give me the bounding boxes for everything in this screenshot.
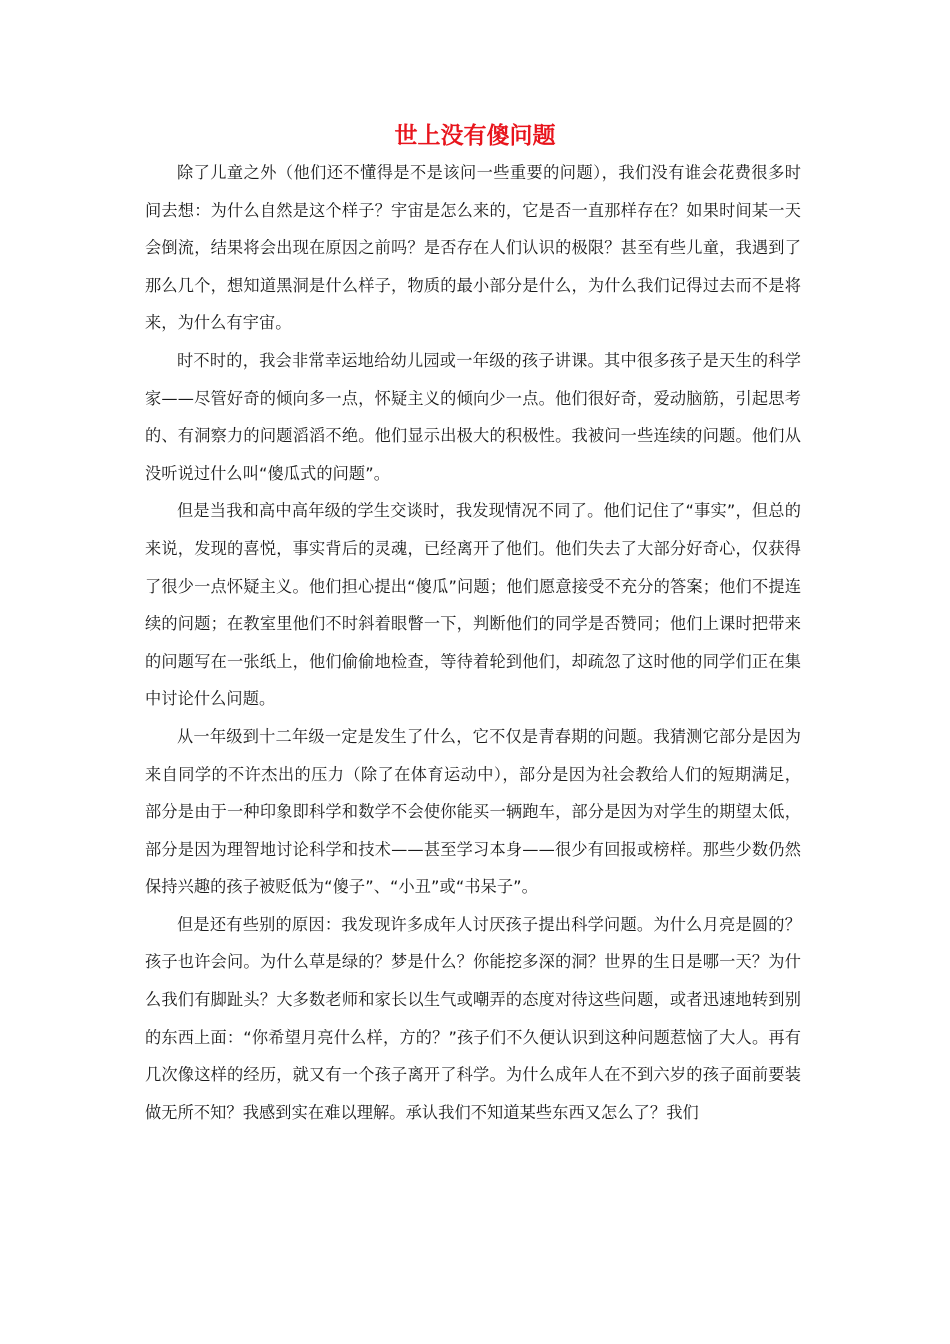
document-title: 世上没有傻问题: [394, 123, 556, 149]
paragraph-3: 但是当我和高中高年级的学生交谈时，我发现情况不同了。他们记住了“事实”，但总的来说，发现的喜悦，事实背后的灵魂，已经离开了他们。他们失去了大部分好奇心，仅获得了很少一点怀疑主义。他们担心提出“傻瓜”问题；他们愿意接受不充分的答案；他们不提连续的问题；在教室里他们不时斜着眼瞥一下，判断他们的同学是否赞同；他们上课时把带来的问题写在一张纸上，他们偷偷地检查，等待着轮到他们，却疏忽了这时他的同学们正在集中讨论什么问题。: [145, 501, 801, 709]
paragraph-2: 时不时的，我会非常幸运地给幼儿园或一年级的孩子讲课。其中很多孩子是天生的科学家——尽管好奇的倾向多一点，怀疑主义的倾向少一点。他们很好奇，爱动脑筋，引起思考的、有洞察力的问题滔滔不绝。他们显示出极大的积极性。我被问一些连续的问题。他们从没听说过什么叫“傻瓜式的问题”。: [145, 350, 801, 483]
paragraph-4: 从一年级到十二年级一定是发生了什么，它不仅是青春期的问题。我猜测它部分是因为来自同学的不许杰出的压力（除了在体育运动中），部分是因为社会教给人们的短期满足，部分是由于一种印象即科学和数学不会使你能买一辆跑车，部分是因为对学生的期望太低，部分是因为理智地讨论科学和技术——甚至学习本身——很少有回报或榜样。那些少数仍然保持兴趣的孩子被贬低为“傻子”、“小丑”或“书呆子”。: [145, 726, 801, 897]
paragraph-1: 除了儿童之外（他们还不懂得是不是该问一些重要的问题），我们没有谁会花费很多时间去想：为什么自然是这个样子？宇宙是怎么来的，它是否一直那样存在？如果时间某一天会倒流，结果将会出现在原因之前吗？是否存在人们认识的极限？甚至有些儿童，我遇到了那么几个，想知道黑洞是什么样子，物质的最小部分是什么，为什么我们记得过去而不是将来，为什么有宇宙。: [145, 163, 801, 333]
document-body: [145, 154, 801, 1131]
paragraph-5: 但是还有些别的原因：我发现许多成年人讨厌孩子提出科学问题。为什么月亮是圆的？孩子也许会问。为什么草是绿的？梦是什么？你能挖多深的洞？世界的生日是哪一天？为什么我们有脚趾头？大多数老师和家长以生气或嘲弄的态度对待这些问题，或者迅速地转到别的东西上面：“你希望月亮什么样，方的？”孩子们不久便认识到这种问题惹恼了大人。再有几次像这样的经历，就又有一个孩子离开了科学。为什么成年人在不到六岁的孩子面前要装做无所不知？我感到实在难以理解。承认我们不知道某些东西又怎么了？我们: [145, 914, 801, 1122]
